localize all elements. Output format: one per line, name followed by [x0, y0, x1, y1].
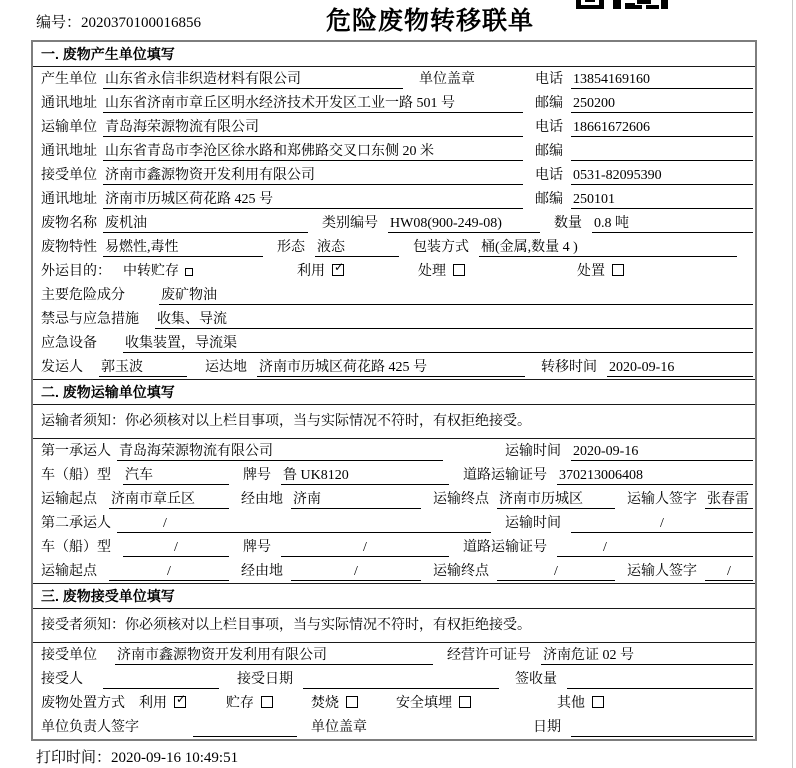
emergency-equipment-value: 收集装置，导流渠	[123, 334, 753, 353]
license-label: 经营许可证号	[447, 647, 531, 663]
address-label: 通讯地址	[41, 95, 97, 111]
checkbox-transit-storage	[123, 262, 193, 281]
hazard-components-value: 废矿物油	[159, 286, 753, 305]
receiver-unit-label: 接受单位	[41, 167, 97, 183]
checkbox-other	[557, 694, 604, 713]
row-hazard-components	[33, 283, 755, 307]
row-vehicle-1	[33, 463, 755, 487]
origin-value: /	[109, 562, 229, 581]
checkbox	[453, 264, 465, 276]
purpose-label: 外运目的：	[41, 263, 111, 279]
print-timestamp	[36, 746, 238, 767]
date-label: 日期	[533, 719, 561, 735]
receiver-unit-value: 济南市鑫源物资开发利用有限公司	[103, 166, 523, 185]
row-receiver-unit	[33, 163, 755, 187]
quantity-value: 0.8 吨	[592, 214, 753, 233]
checkbox	[592, 696, 604, 708]
transporter-notice: 运输者须知：你必须核对以上栏目事项，当与实际情况不符时，有权拒绝接受。	[33, 405, 755, 439]
checkbox-label: 处置	[577, 263, 605, 279]
transport-time-label: 运输时间	[505, 443, 561, 459]
row-transfer-purpose	[33, 259, 755, 283]
row-transport-address	[33, 139, 755, 163]
receiving-unit-label: 接受单位	[41, 647, 97, 663]
endpoint-label: 运输终点	[433, 491, 489, 507]
road-permit-label: 道路运输证号	[463, 467, 547, 483]
via-label: 经由地	[241, 563, 283, 579]
vehicle-type-value: 汽车	[123, 466, 229, 485]
row-receiver-person	[33, 667, 755, 691]
phone-label: 电话	[535, 167, 563, 183]
print-value: 2020-09-16 10:49:51	[111, 750, 239, 766]
serial-label: 编号：	[36, 15, 82, 31]
origin-label: 运输起点	[41, 491, 97, 507]
checkbox	[459, 696, 471, 708]
transfer-date-value: 2020-09-16	[607, 358, 753, 377]
license-value: 济南危证 02 号	[541, 646, 753, 665]
row-receiver-address	[33, 187, 755, 211]
checkbox	[612, 264, 624, 276]
responsible-signature-label: 单位负责人签字	[41, 719, 139, 735]
qr-code-icon	[576, 0, 668, 10]
row-responsible-signature	[33, 715, 755, 739]
postcode-label: 邮编	[535, 191, 563, 207]
origin-value: 济南市章丘区	[109, 490, 229, 509]
phone-label: 电话	[535, 71, 563, 87]
checkbox	[332, 264, 344, 276]
checkbox-landfill	[396, 694, 471, 713]
address-label: 通讯地址	[41, 191, 97, 207]
transfer-date-label: 转移时间	[541, 359, 597, 375]
road-permit-value: /	[557, 538, 753, 557]
vehicle-type-value: /	[123, 538, 229, 557]
transport-time-value: /	[571, 514, 753, 533]
plate-label: 牌号	[243, 467, 271, 483]
transporter-signature-value: /	[705, 562, 753, 581]
address-value: 山东省青岛市李沧区徐水路和郑佛路交叉口东侧 20 米	[103, 142, 523, 161]
page-edge-divider	[792, 0, 793, 768]
packaging-value: 桶(金属,数量 4 )	[479, 238, 737, 257]
phone-value: 13854169160	[571, 70, 753, 89]
row-producer-unit	[33, 67, 755, 91]
endpoint-label: 运输终点	[433, 563, 489, 579]
section-receiver-header: 三. 废物接受单位填写	[33, 583, 755, 609]
transporter-signature-label: 运输人签字	[627, 563, 697, 579]
row-disposal-method	[33, 691, 755, 715]
row-emergency-measures	[33, 307, 755, 331]
address-label: 通讯地址	[41, 143, 97, 159]
form-title: 危险废物转移联单	[326, 7, 535, 35]
waste-traits-label: 废物特性	[41, 239, 97, 255]
address-value: 山东省济南市章丘区明水经济技术开发区工业一路 501 号	[103, 94, 523, 113]
row-waste-name	[33, 211, 755, 235]
row-route-1	[33, 487, 755, 511]
row-transport-unit	[33, 115, 755, 139]
postcode-value: 250200	[571, 94, 753, 113]
via-label: 经由地	[241, 491, 283, 507]
signed-quantity-value	[567, 670, 753, 689]
print-label: 打印时间：	[36, 750, 112, 766]
date-value	[571, 718, 753, 737]
quantity-label: 数量	[554, 215, 582, 231]
checkbox-treat	[418, 262, 465, 281]
category-code-label: 类别编号	[322, 215, 378, 231]
waste-name-label: 废物名称	[41, 215, 97, 231]
receiving-unit-value: 济南市鑫源物资开发利用有限公司	[115, 646, 433, 665]
checkbox	[185, 268, 193, 276]
destination-label: 运达地	[205, 359, 247, 375]
checkbox	[346, 696, 358, 708]
row-producer-address	[33, 91, 755, 115]
emergency-measures-value: 收集、导流	[155, 310, 753, 329]
responsible-signature-value	[193, 718, 297, 737]
checkbox	[174, 696, 186, 708]
plate-label: 牌号	[243, 539, 271, 555]
road-permit-label: 道路运输证号	[463, 539, 547, 555]
transporter-signature-value: 张春雷	[705, 490, 753, 509]
checkbox-store	[226, 694, 273, 713]
row-vehicle-2	[33, 535, 755, 559]
transport-unit-label: 运输单位	[41, 119, 97, 135]
checkbox-label: 利用	[139, 695, 167, 711]
postcode-label: 邮编	[535, 143, 563, 159]
receiver-person-value	[103, 670, 219, 689]
checkbox-incinerate	[311, 694, 358, 713]
road-permit-value: 370213006408	[557, 466, 753, 485]
plate-value: 鲁 UK8120	[281, 466, 449, 485]
emergency-measures-label: 禁忌与应急措施	[41, 311, 139, 327]
endpoint-value: 济南市历城区	[497, 490, 615, 509]
receive-date-value	[303, 670, 499, 689]
phone-label: 电话	[535, 119, 563, 135]
section-transporter-header: 二. 废物运输单位填写	[33, 379, 755, 405]
row-waste-traits	[33, 235, 755, 259]
waste-name-value: 废机油	[103, 214, 308, 233]
second-carrier-value: /	[117, 514, 491, 533]
checkbox-label: 安全填埋	[396, 695, 452, 711]
row-route-2	[33, 559, 755, 583]
shipper-label: 发运人	[41, 359, 83, 375]
manifest-form	[31, 40, 757, 741]
producer-unit-value: 山东省永信非织造材料有限公司	[103, 70, 403, 89]
checkbox-label: 焚烧	[311, 695, 339, 711]
checkbox-label: 其他	[557, 695, 585, 711]
transport-time-value: 2020-09-16	[571, 442, 753, 461]
producer-unit-label: 产生单位	[41, 71, 97, 87]
transporter-signature-label: 运输人签字	[627, 491, 697, 507]
row-second-carrier	[33, 511, 755, 535]
checkbox-utilize	[139, 694, 186, 713]
receiver-person-label: 接受人	[41, 671, 83, 687]
form-state-label: 形态	[277, 239, 305, 255]
checkbox	[261, 696, 273, 708]
via-value: /	[291, 562, 421, 581]
checkbox-label: 中转贮存	[123, 263, 179, 279]
destination-value: 济南市历城区荷花路 425 号	[257, 358, 525, 377]
checkbox-dispose	[577, 262, 624, 281]
checkbox-label: 贮存	[226, 695, 254, 711]
postcode-value	[571, 142, 753, 161]
endpoint-value: /	[497, 562, 615, 581]
hazard-components-label: 主要危险成分	[41, 287, 125, 303]
packaging-label: 包装方式	[413, 239, 469, 255]
first-carrier-value: 青岛海荣源物流有限公司	[117, 442, 443, 461]
checkbox-utilize	[297, 262, 344, 281]
receive-date-label: 接受日期	[237, 671, 293, 687]
second-carrier-label: 第二承运人	[41, 515, 111, 531]
waste-traits-value: 易燃性,毒性	[103, 238, 263, 257]
serial-value: 2020370100016856	[81, 15, 202, 31]
vehicle-type-label: 车（船）型	[41, 539, 111, 555]
transport-time-label: 运输时间	[505, 515, 561, 531]
first-carrier-label: 第一承运人	[41, 443, 111, 459]
emergency-equipment-label: 应急设备	[41, 335, 97, 351]
phone-value: 18661672606	[571, 118, 753, 137]
form-state-value: 液态	[315, 238, 399, 257]
row-receiving-unit	[33, 643, 755, 667]
checkbox-label: 处理	[418, 263, 446, 279]
shipper-value: 郭玉波	[99, 358, 187, 377]
phone-value: 0531-82095390	[571, 166, 753, 185]
receiver-notice: 接受者须知：你必须核对以上栏目事项，当与实际情况不符时，有权拒绝接受。	[33, 609, 755, 643]
origin-label: 运输起点	[41, 563, 97, 579]
row-shipper	[33, 355, 755, 379]
unit-seal-label: 单位盖章	[419, 71, 475, 87]
vehicle-type-label: 车（船）型	[41, 467, 111, 483]
plate-value: /	[281, 538, 449, 557]
row-first-carrier	[33, 439, 755, 463]
postcode-label: 邮编	[535, 95, 563, 111]
category-code-value: HW08(900-249-08)	[388, 214, 540, 233]
address-value: 济南市历城区荷花路 425 号	[103, 190, 523, 209]
row-emergency-equipment	[33, 331, 755, 355]
disposal-method-label: 废物处置方式	[41, 695, 125, 711]
signed-quantity-label: 签收量	[515, 671, 557, 687]
via-value: 济南	[291, 490, 421, 509]
checkbox-label: 利用	[297, 263, 325, 279]
unit-seal-label: 单位盖章	[311, 719, 367, 735]
section-producer-header: 一. 废物产生单位填写	[33, 42, 755, 67]
transport-unit-value: 青岛海荣源物流有限公司	[103, 118, 523, 137]
serial-number	[36, 11, 201, 32]
postcode-value: 250101	[571, 190, 753, 209]
